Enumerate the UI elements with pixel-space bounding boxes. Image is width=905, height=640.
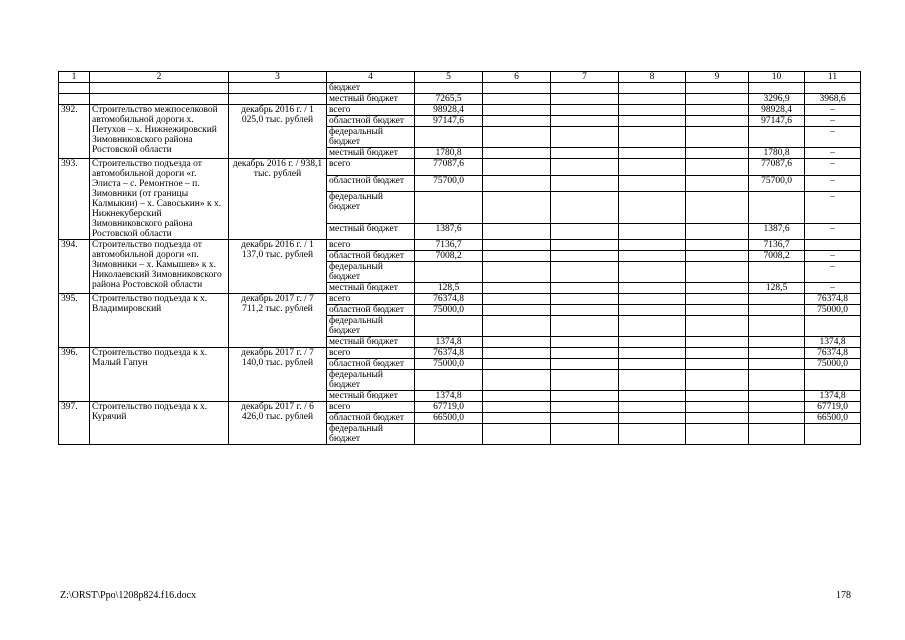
value-col-10: 3296,9 <box>749 94 805 105</box>
value-col-7 <box>551 159 619 176</box>
value-col-6 <box>483 251 551 262</box>
value-col-9 <box>686 262 749 283</box>
value-col-6 <box>483 391 551 402</box>
value-col-11: – <box>805 223 861 240</box>
value-col-5: 1374,8 <box>415 337 483 348</box>
footer-page-number: 178 <box>836 590 851 601</box>
row-number: 396. <box>59 348 90 402</box>
value-col-5 <box>415 262 483 283</box>
budget-type-label: всего <box>327 240 415 251</box>
col-header-7: 7 <box>551 72 619 83</box>
value-col-10: 1780,8 <box>749 148 805 159</box>
value-col-5: 7265,5 <box>415 94 483 105</box>
row-number: 392. <box>59 105 90 159</box>
table-row <box>59 83 861 94</box>
value-col-8 <box>619 159 686 176</box>
value-col-10: 7136,7 <box>749 240 805 251</box>
value-col-9 <box>686 413 749 424</box>
value-col-8 <box>619 148 686 159</box>
value-col-8 <box>619 262 686 283</box>
value-col-6 <box>483 192 551 224</box>
value-col-11: – <box>805 148 861 159</box>
value-col-6 <box>483 283 551 294</box>
value-col-7 <box>551 262 619 283</box>
value-col-11 <box>805 83 861 94</box>
project-name: Строительство подъезда к х. Малый Гапун <box>90 348 229 402</box>
table-row <box>59 159 861 176</box>
table-body <box>59 83 861 445</box>
value-col-11 <box>805 240 861 251</box>
value-col-6 <box>483 294 551 305</box>
value-col-10 <box>749 413 805 424</box>
budget-type-label: бюджет <box>327 83 415 94</box>
value-col-9 <box>686 192 749 224</box>
value-col-9 <box>686 175 749 192</box>
value-col-5: 66500,0 <box>415 413 483 424</box>
value-col-9 <box>686 127 749 148</box>
budget-type-label: всего <box>327 294 415 305</box>
budget-type-label: местный бюджет <box>327 223 415 240</box>
value-col-11: 66500,0 <box>805 413 861 424</box>
value-col-7 <box>551 337 619 348</box>
value-col-6 <box>483 116 551 127</box>
budget-type-label: областной бюджет <box>327 413 415 424</box>
value-col-5 <box>415 83 483 94</box>
value-col-8 <box>619 337 686 348</box>
row-number-cell <box>59 83 90 94</box>
value-col-7 <box>551 223 619 240</box>
value-col-5: 7008,2 <box>415 251 483 262</box>
project-name: Строительство подъезда к х. Курячий <box>90 402 229 445</box>
budget-type-label: местный бюджет <box>327 337 415 348</box>
value-col-7 <box>551 240 619 251</box>
value-col-10 <box>749 305 805 316</box>
value-col-10: 77087,6 <box>749 159 805 176</box>
value-col-10: 128,5 <box>749 283 805 294</box>
value-col-10 <box>749 337 805 348</box>
value-col-11: 76374,8 <box>805 348 861 359</box>
value-col-6 <box>483 305 551 316</box>
value-col-11: 75000,0 <box>805 359 861 370</box>
budget-type-label: местный бюджет <box>327 391 415 402</box>
value-col-6 <box>483 348 551 359</box>
value-col-8 <box>619 316 686 337</box>
value-col-8 <box>619 391 686 402</box>
value-col-9 <box>686 251 749 262</box>
value-col-7 <box>551 175 619 192</box>
value-col-9 <box>686 424 749 445</box>
value-col-10 <box>749 127 805 148</box>
budget-type-label: областной бюджет <box>327 251 415 262</box>
project-deadline-cost: декабрь 2017 г. / 6 426,0 тыс. рублей <box>229 402 327 445</box>
value-col-9 <box>686 283 749 294</box>
value-col-10 <box>749 348 805 359</box>
budget-table <box>58 71 861 445</box>
value-col-6 <box>483 413 551 424</box>
budget-type-label: областной бюджет <box>327 359 415 370</box>
value-col-9 <box>686 316 749 337</box>
value-col-11: – <box>805 127 861 148</box>
value-col-10 <box>749 192 805 224</box>
value-col-9 <box>686 105 749 116</box>
budget-type-label: областной бюджет <box>327 175 415 192</box>
value-col-9 <box>686 223 749 240</box>
budget-type-label: всего <box>327 402 415 413</box>
project-name-cell <box>90 83 229 94</box>
value-col-7 <box>551 391 619 402</box>
col-header-5: 5 <box>415 72 483 83</box>
value-col-8 <box>619 283 686 294</box>
value-col-10 <box>749 316 805 337</box>
value-col-10: 75700,0 <box>749 175 805 192</box>
col-header-3: 3 <box>229 72 327 83</box>
row-number: 393. <box>59 159 90 240</box>
value-col-10: 98928,4 <box>749 105 805 116</box>
project-deadline-cost: декабрь 2017 г. / 7 140,0 тыс. рублей <box>229 348 327 402</box>
value-col-7 <box>551 127 619 148</box>
project-name: Строительство межпоселковой автомобильной дороги х. Петухов – х. Нижнежировский Зимовниковского района Ростовской области <box>90 105 229 159</box>
value-col-9 <box>686 294 749 305</box>
value-col-11: – <box>805 175 861 192</box>
value-col-8 <box>619 127 686 148</box>
value-col-7 <box>551 348 619 359</box>
value-col-5: 97147,6 <box>415 116 483 127</box>
budget-type-label: местный бюджет <box>327 283 415 294</box>
project-deadline-cost: декабрь 2016 г. / 1 137,0 тыс. рублей <box>229 240 327 294</box>
value-col-7 <box>551 294 619 305</box>
value-col-7 <box>551 148 619 159</box>
value-col-5: 98928,4 <box>415 105 483 116</box>
value-col-6 <box>483 94 551 105</box>
project-name: Строительство подъезда от автомобильной дороги «п. Зимовники – х. Камышев» к х. Николаевский Зимовниковского района Ростовской области <box>90 240 229 294</box>
value-col-7 <box>551 413 619 424</box>
budget-type-label: федеральный бюджет <box>327 316 415 337</box>
project-name: Строительство подъезда к х. Владимировский <box>90 294 229 348</box>
value-col-7 <box>551 370 619 391</box>
value-col-6 <box>483 159 551 176</box>
budget-type-label: местный бюджет <box>327 148 415 159</box>
project-name-cell <box>90 94 229 105</box>
budget-type-label: всего <box>327 159 415 176</box>
col-header-8: 8 <box>619 72 686 83</box>
value-col-8 <box>619 240 686 251</box>
budget-type-label: федеральный бюджет <box>327 262 415 283</box>
value-col-6 <box>483 424 551 445</box>
value-col-9 <box>686 391 749 402</box>
value-col-8 <box>619 402 686 413</box>
value-col-5 <box>415 127 483 148</box>
value-col-10 <box>749 370 805 391</box>
value-col-5: 75000,0 <box>415 305 483 316</box>
value-col-7 <box>551 116 619 127</box>
value-col-11: 1374,8 <box>805 337 861 348</box>
value-col-6 <box>483 316 551 337</box>
value-col-6 <box>483 359 551 370</box>
value-col-7 <box>551 359 619 370</box>
project-deadline-cost: декабрь 2016 г. / 1 025,0 тыс. рублей <box>229 105 327 159</box>
value-col-8 <box>619 116 686 127</box>
value-col-11: 67719,0 <box>805 402 861 413</box>
value-col-8 <box>619 348 686 359</box>
value-col-7 <box>551 105 619 116</box>
value-col-5: 75700,0 <box>415 175 483 192</box>
value-col-5: 76374,8 <box>415 348 483 359</box>
value-col-10 <box>749 391 805 402</box>
value-col-10 <box>749 424 805 445</box>
value-col-10: 1387,6 <box>749 223 805 240</box>
value-col-5: 76374,8 <box>415 294 483 305</box>
value-col-9 <box>686 348 749 359</box>
value-col-6 <box>483 83 551 94</box>
table-row <box>59 402 861 413</box>
value-col-10 <box>749 402 805 413</box>
value-col-11: 75000,0 <box>805 305 861 316</box>
value-col-7 <box>551 305 619 316</box>
value-col-5: 75000,0 <box>415 359 483 370</box>
project-name: Строительство подъезда от автомобильной дороги «г. Элиста – с. Ремонтное – п. Зимовники (от границы Калмыкии) – х. Савоськин» к х. Нижнекуберский Зимовниковского района Ростовской области <box>90 159 229 240</box>
value-col-10 <box>749 294 805 305</box>
value-col-6 <box>483 240 551 251</box>
budget-type-label: всего <box>327 105 415 116</box>
value-col-6 <box>483 148 551 159</box>
value-col-7 <box>551 402 619 413</box>
value-col-11: – <box>805 116 861 127</box>
footer-file-path: Z:\ORST\Ppo\1208p824.f16.docx <box>60 590 197 601</box>
value-col-9 <box>686 402 749 413</box>
value-col-8 <box>619 294 686 305</box>
value-col-10 <box>749 262 805 283</box>
value-col-8 <box>619 105 686 116</box>
col-header-4: 4 <box>327 72 415 83</box>
col-header-9: 9 <box>686 72 749 83</box>
row-number: 394. <box>59 240 90 294</box>
value-col-5: 67719,0 <box>415 402 483 413</box>
value-col-9 <box>686 83 749 94</box>
project-date-cell <box>229 83 327 94</box>
budget-type-label: федеральный бюджет <box>327 424 415 445</box>
budget-type-label: областной бюджет <box>327 116 415 127</box>
row-number: 395. <box>59 294 90 348</box>
value-col-10 <box>749 359 805 370</box>
value-col-8 <box>619 359 686 370</box>
table-row <box>59 240 861 251</box>
value-col-7 <box>551 94 619 105</box>
value-col-8 <box>619 251 686 262</box>
value-col-11: – <box>805 192 861 224</box>
value-col-6 <box>483 370 551 391</box>
project-deadline-cost: декабрь 2016 г. / 938,1 тыс. рублей <box>229 159 327 240</box>
col-header-10: 10 <box>749 72 805 83</box>
value-col-8 <box>619 83 686 94</box>
value-col-6 <box>483 337 551 348</box>
table-row <box>59 348 861 359</box>
value-col-9 <box>686 116 749 127</box>
budget-type-label: областной бюджет <box>327 305 415 316</box>
value-col-10 <box>749 83 805 94</box>
value-col-9 <box>686 94 749 105</box>
value-col-5 <box>415 424 483 445</box>
table-row <box>59 294 861 305</box>
col-header-6: 6 <box>483 72 551 83</box>
budget-type-label: местный бюджет <box>327 94 415 105</box>
value-col-11: – <box>805 262 861 283</box>
value-col-8 <box>619 370 686 391</box>
value-col-9 <box>686 370 749 391</box>
value-col-9 <box>686 240 749 251</box>
value-col-7 <box>551 283 619 294</box>
value-col-7 <box>551 83 619 94</box>
value-col-6 <box>483 127 551 148</box>
col-header-1: 1 <box>59 72 90 83</box>
value-col-6 <box>483 105 551 116</box>
value-col-8 <box>619 175 686 192</box>
budget-type-label: всего <box>327 348 415 359</box>
value-col-6 <box>483 402 551 413</box>
value-col-11 <box>805 370 861 391</box>
value-col-5: 7136,7 <box>415 240 483 251</box>
table-row <box>59 105 861 116</box>
project-date-cell <box>229 94 327 105</box>
value-col-5: 77087,6 <box>415 159 483 176</box>
value-col-6 <box>483 262 551 283</box>
budget-type-label: федеральный бюджет <box>327 127 415 148</box>
value-col-9 <box>686 337 749 348</box>
value-col-9 <box>686 359 749 370</box>
row-number: 397. <box>59 402 90 445</box>
value-col-6 <box>483 223 551 240</box>
value-col-8 <box>619 413 686 424</box>
value-col-5: 1780,8 <box>415 148 483 159</box>
value-col-11 <box>805 424 861 445</box>
value-col-5 <box>415 192 483 224</box>
value-col-11: 1374,8 <box>805 391 861 402</box>
value-col-9 <box>686 305 749 316</box>
table-row <box>59 94 861 105</box>
value-col-11: 3968,6 <box>805 94 861 105</box>
value-col-7 <box>551 192 619 224</box>
value-col-8 <box>619 94 686 105</box>
value-col-10: 7008,2 <box>749 251 805 262</box>
value-col-11: 76374,8 <box>805 294 861 305</box>
value-col-11 <box>805 316 861 337</box>
value-col-8 <box>619 305 686 316</box>
value-col-6 <box>483 175 551 192</box>
value-col-8 <box>619 223 686 240</box>
value-col-8 <box>619 192 686 224</box>
value-col-11: – <box>805 105 861 116</box>
value-col-5: 128,5 <box>415 283 483 294</box>
row-number-cell <box>59 94 90 105</box>
value-col-5: 1374,8 <box>415 391 483 402</box>
value-col-5 <box>415 370 483 391</box>
value-col-7 <box>551 316 619 337</box>
budget-type-label: федеральный бюджет <box>327 192 415 224</box>
value-col-11: – <box>805 251 861 262</box>
value-col-10: 97147,6 <box>749 116 805 127</box>
value-col-9 <box>686 148 749 159</box>
budget-type-label: федеральный бюджет <box>327 370 415 391</box>
value-col-11: – <box>805 159 861 176</box>
value-col-5: 1387,6 <box>415 223 483 240</box>
value-col-8 <box>619 424 686 445</box>
col-header-2: 2 <box>90 72 229 83</box>
project-deadline-cost: декабрь 2017 г. / 7 711,2 тыс. рублей <box>229 294 327 348</box>
value-col-5 <box>415 316 483 337</box>
value-col-7 <box>551 251 619 262</box>
column-header-row <box>59 72 861 83</box>
value-col-7 <box>551 424 619 445</box>
value-col-9 <box>686 159 749 176</box>
value-col-11: – <box>805 283 861 294</box>
col-header-11: 11 <box>805 72 861 83</box>
